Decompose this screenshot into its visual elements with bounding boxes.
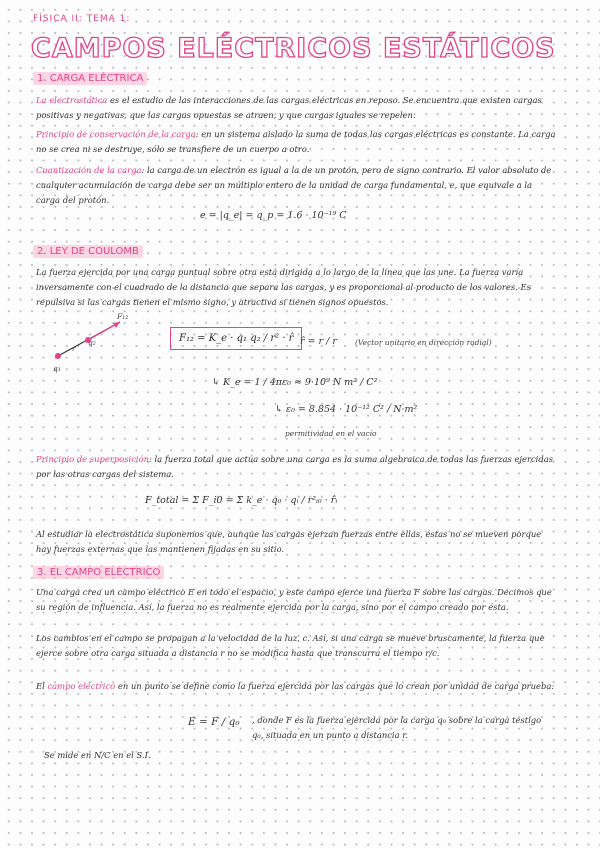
- paragraph-superposition: Principio de superposición: la fuerza total que actúa sobre una carga es la suma algebraica de todas las fuerzas ejercidas por las otras cargas del sistema.: [36, 454, 553, 479]
- unit-vector-formula: r̂ = r / r: [300, 336, 337, 347]
- force-label: F₁₂: [117, 312, 129, 321]
- paragraph-coulomb-law: La fuerza ejercida por una carga puntual sobre otra está dirigida a lo largo de la línea que las une. La fuerza varía inversamente con el cuadrado de la distancia que separa las cargas, y es proporcional al producto de los valores. Es repulsiva si las cargas tienen el mismo signo, y atractiva si tienen signos opuestos.: [36, 267, 531, 307]
- permittivity-formula: ↳ ε₀ = 8.854 · 10⁻¹² C² / N·m²: [275, 404, 418, 415]
- term-electric-field: campo eléctrico: [47, 681, 116, 691]
- term-charge-conservation: Principio de conservación de la carga: [36, 129, 196, 139]
- page-title: CAMPOS ELÉCTRICOS ESTÁTICOS: [31, 33, 556, 64]
- r-label: r: [72, 344, 76, 353]
- section-heading-3: 3. EL CAMPO ELÉCTRICO: [33, 566, 164, 579]
- coulomb-constant-formula: ↳ K_e = 1 / 4πε₀ ≈ 9·10⁹ N m² / C²: [212, 377, 378, 388]
- unit-vector-note: (Vector unitario en dirección radial): [355, 338, 492, 347]
- section-heading-2: 2. LEY DE COULOMB: [33, 245, 143, 258]
- q2-label: q₂: [88, 338, 96, 347]
- subject-tag: FÍSICA II: TEMA 1:: [33, 14, 131, 24]
- term-electrostatics: La electrostática: [36, 95, 108, 105]
- paragraph-field-creation: Una carga crea un campo eléctrico E en todo el espacio, y este campo ejerce una fuerza F sobre las cargas. Decimos que su región de influencia. Así, la fuerza no es realmente ejercida por la carga, sino por el campo creado por ésta.: [36, 587, 552, 612]
- q1-label: q₁: [53, 364, 61, 373]
- charge-q1-dot: [55, 353, 61, 359]
- paragraph-fixed-charges: Al estudiar la electrostática suponemos que, aunque las cargas ejerzan fuerzas entre ellas, éstas no se mueven porque hay fuerzas externas que las mantienen fijadas en su sitio.: [36, 529, 542, 554]
- paragraph-charge-conservation: Principio de conservación de la carga: en un sistema aislado la suma de todas las cargas eléctricas es constante. La carga no se crea ni se destruye, sólo se transfiere de un cuerpo a otro.: [36, 129, 556, 154]
- coulomb-formula-box: F₁₂ = K_e · q₁ q₂ / r² · r̂: [170, 327, 302, 350]
- term-superposition: Principio de superposición: [36, 454, 150, 464]
- section-heading-1: 1. CARGA ELÉCTRICA: [33, 72, 147, 85]
- superposition-formula: F_total = Σ F_i0 = Σ k_e · q₀ · qᵢ / r²ᵢ₀ · r̂ᵢ: [145, 495, 338, 506]
- paragraph-electrostatics: La electrostática es el estudio de las interacciones de las cargas eléctricas en reposo. Se encuentra que existen cargas positivas y negativas, que las cargas opuestas se atraen, y que cargas iguales se repelen.: [36, 95, 542, 120]
- elementary-charge-formula: e = |q_e| = q_p = 1.6 · 10⁻¹⁹ C: [200, 210, 347, 221]
- paragraph-field-definition: El campo eléctrico en un punto se define como la fuerza ejercida por las cargas que lo crean por unidad de carga prueba:: [36, 681, 555, 691]
- paragraph-charge-quantization: Cuantización de la carga: la carga de un electrón es igual a la de un protón, pero de signo contrario. El valor absoluto de cualquier acumulación de carga debe ser un múltiplo entero de la unidad de carga fundamental, e, que equivale a la carga del protón.: [36, 165, 552, 205]
- units-note: Se mide en N/C en el S.I.: [44, 750, 151, 760]
- permittivity-note: permitividad en el vacío: [285, 429, 377, 438]
- term-charge-quantization: Cuantización de la carga: [36, 165, 142, 175]
- electric-field-formula: E = F / q₀: [188, 716, 240, 728]
- electric-field-note: , donde F es la fuerza ejercida por la carga q₀ sobre la carga testigo q₀, situada en un punto a distancia r.: [252, 715, 542, 740]
- paragraph-field-propagation: Los cambios en el campo se propagan a la velocidad de la luz, c. Así, si una carga se mueve bruscamente, la fuerza que ejerce sobre otra carga situada a distancia r no se modifica hasta que transcurra el tiempo r/c.: [36, 633, 545, 658]
